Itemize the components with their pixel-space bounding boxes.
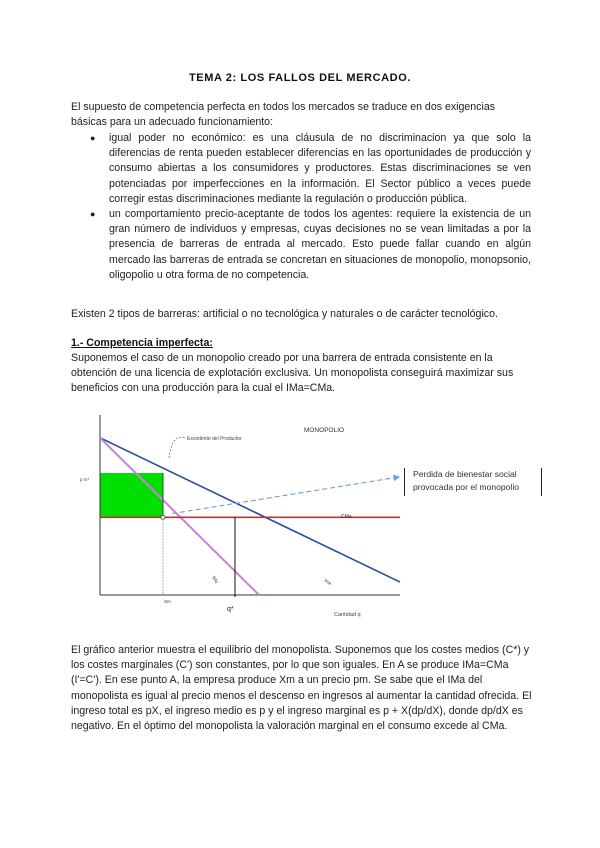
surplus-pointer <box>169 437 185 458</box>
barriers-paragraph: Existen 2 tipos de barreras: artificial o no tecnológica y naturales o de carácter tecnológico. <box>71 308 498 320</box>
bullet-icon: ● <box>90 209 96 220</box>
section-heading: 1.- Competencia imperfecta: <box>71 337 213 349</box>
intro-paragraph: El supuesto de competencia perfecta en todos los mercados se traduce en dos exigencias básicas para un adecuado funcionamiento: <box>71 101 496 129</box>
x-axis-label: Cantidad q <box>334 612 361 617</box>
ima-label: IMa <box>211 575 220 585</box>
qstar-label: q* <box>227 606 234 613</box>
welfare-loss-callout <box>404 468 542 496</box>
callout-line: Perdida de bienestar social <box>413 469 517 479</box>
point-a <box>161 515 165 519</box>
cma-label: CMa <box>341 514 352 520</box>
chart-title: MONOPOLIO <box>304 427 345 434</box>
bullet-text: un comportamiento precio-aceptante de todos los agentes: requiere la existencia de un gran número de individuos y empresas, cuyas decisiones no se vean limitadas a por la presencia de barreras de entrada al mercado. Esto puede fallar cuando en algún mercado las barreras de entrada se concretan en situaciones de monopolio, monopsonio, oligopolio u otra forma de no competencia. <box>109 208 531 281</box>
xm-label: Xm <box>164 599 171 604</box>
bullet-text: igual poder no económico: es una cláusula de no discriminacion ya que solo la diferencias de renta pueden establecer diferencias en las oportunidades de producción y consumo abiertas a los consumidores y productores. Estas discriminaciones se ven potenciadas por imperfecciones en la información. El Sector público a veces puede corregir estas discriminaciones mediante la regulación o producción pública. <box>109 132 531 205</box>
list-item <box>71 207 531 283</box>
surplus-region <box>100 473 163 517</box>
monopoly-chart <box>60 405 550 617</box>
explanation-paragraph: El gráfico anterior muestra el equilibrio del monopolista. Suponemos que los costes medios (C*) y los costes marginales (C') son constantes, por lo que son iguales. En A se produce IMa=CMa (I'=C'). En ese punto A, la empresa produce Xm a un precio pm. Se sabe que el IMa del monopolista es igual al precio menos el descenso en ingresos al aumentar la cantidad ofrecida. El ingreso total es pX, el ingreso medio es p y el ingreso marginal es p + X(dp/dX), donde dp/dX es negativo. En el óptimo del monopolista la valoración marginal en el consumo excede al CMa. <box>71 644 532 733</box>
section-paragraph: Suponemos el caso de un monopolio creado por una barrera de entrada consistente en la obtención de una licencia de explotación exclusiva. Un monopolista conseguirá maximizar sus beneficios con una producción para la cual el IMa=CMa. <box>71 352 514 395</box>
bullet-icon: ● <box>90 133 96 143</box>
page-title: TEMA 2: LOS FALLOS DEL MERCADO. <box>188 72 412 84</box>
welfare-loss-arrow <box>172 477 399 514</box>
pm-label: p m* <box>80 477 90 482</box>
list-item <box>71 131 531 207</box>
callout-line: provocada por el monopolio <box>413 481 520 492</box>
ime-label: Ime <box>323 577 333 587</box>
requirements-list <box>71 131 531 283</box>
surplus-label: Excedente del Productor <box>187 436 242 442</box>
